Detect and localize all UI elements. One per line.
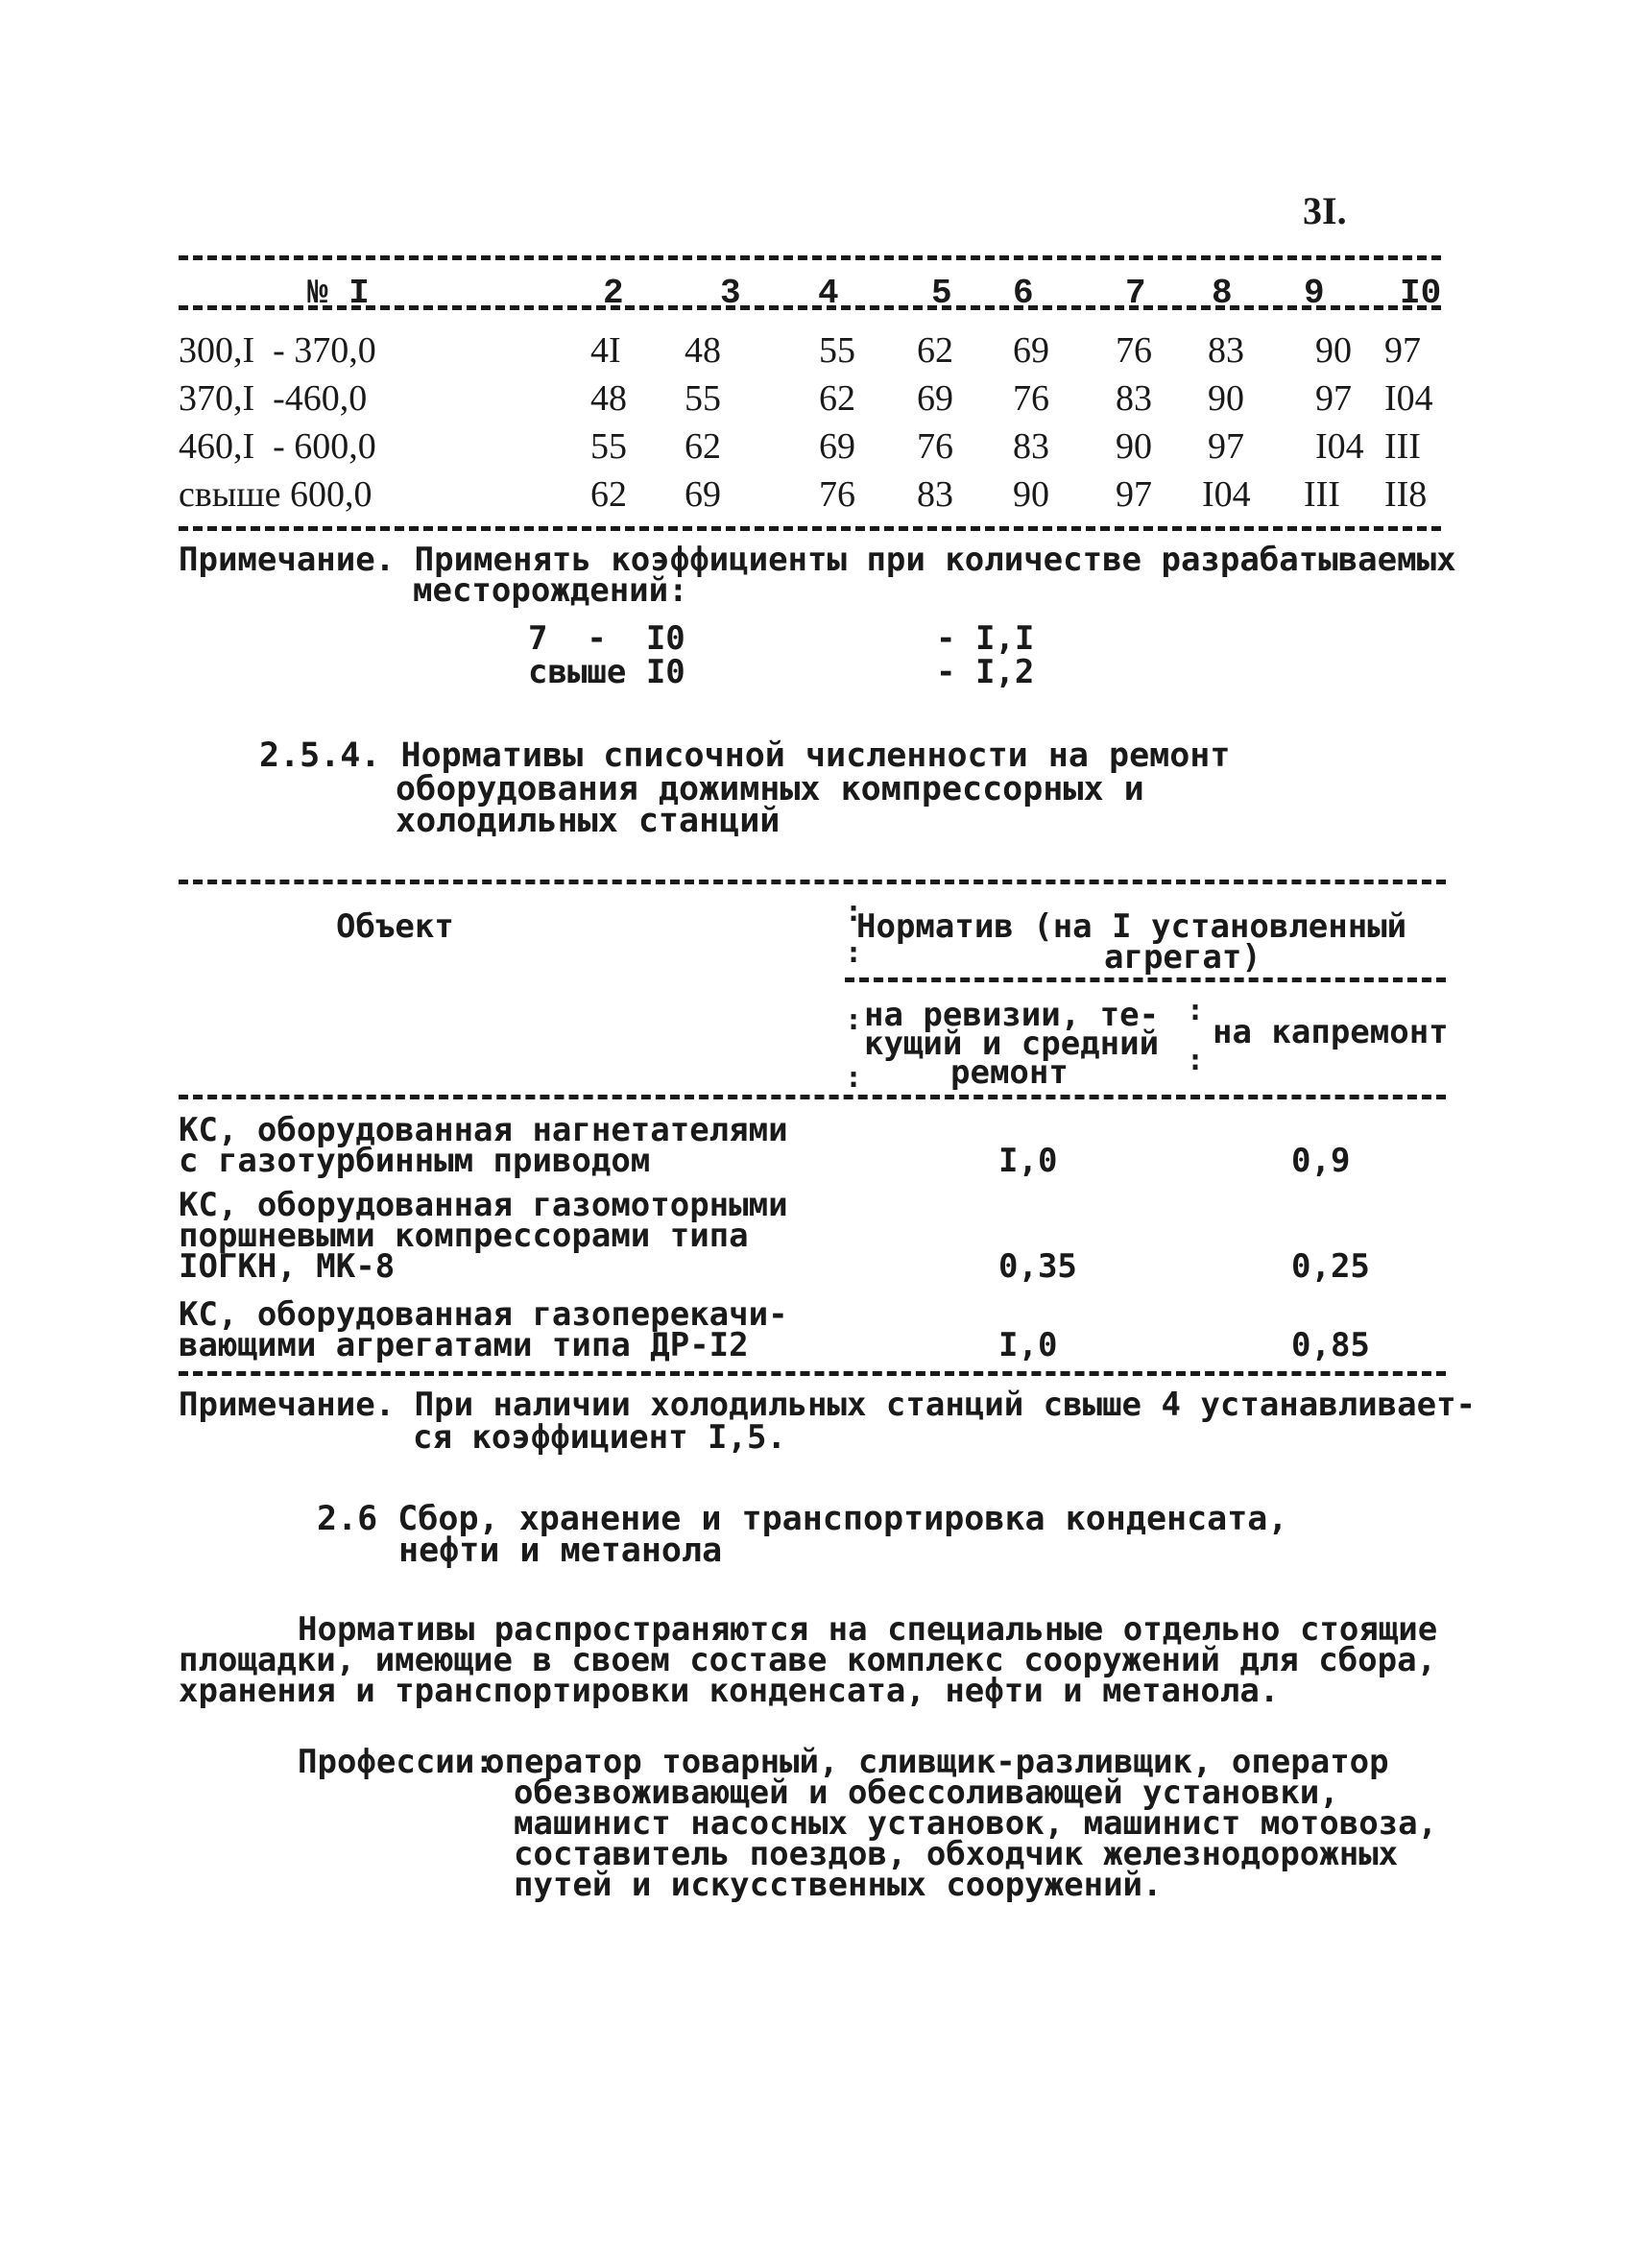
note1-line: Примечание. Применять коэффициенты при количестве разрабатываемых [179,541,1456,579]
table2-value: I,0 [998,1142,1058,1180]
table1-cell: 69 [685,474,721,515]
table1-top-rule [179,255,1441,260]
table1-cell: 55 [819,330,855,371]
table2-col-separator: : [1187,994,1205,1027]
coef-value: - I,2 [936,653,1035,691]
professions-label: Профессии: [298,1743,494,1781]
table2-sub1: ремонт [950,1053,1069,1092]
table1-cell: 48 [685,330,721,371]
page-number: 3I. [1303,189,1347,232]
professions-line: машинист насосных установок, машинист мотовоза, [514,1804,1438,1843]
table1-cell: 62 [590,474,627,515]
table2-value: 0,35 [998,1247,1077,1286]
table1-header-cell: 6 [1013,274,1034,313]
table1-cell: 62 [685,426,721,467]
table1-header-cell: № I [307,274,370,313]
note2-line: ся коэффициент I,5. [413,1418,786,1457]
table2-sub1: на ревизии, те- [864,996,1160,1034]
table2-col-separator: : [845,1061,863,1095]
table2-col-norm: агрегат) [1104,938,1262,977]
heading-line: 2.5.4. Нормативы списочной численности на ремонт [259,736,1231,775]
table1-cell: 97 [1315,378,1352,419]
paragraph-line: Нормативы распространяются на специальные отдельно стоящие [298,1610,1438,1649]
table2-col-norm: Норматив (на I установленный [856,907,1407,946]
table1-cell: III [1384,426,1421,467]
table2-col-separator: : [845,936,863,970]
table2-sub1: кущий и средний [864,1025,1160,1063]
professions-line: путей и искусственных сооружений. [514,1866,1163,1904]
table2-header-rule [179,1095,1446,1099]
table1-cell: 69 [917,378,953,419]
table2-value: 0,25 [1291,1247,1370,1286]
heading-line: нефти и метанола [398,1532,723,1570]
table1-header-cell: 3 [720,274,741,313]
table1-cell: 97 [1116,474,1152,515]
table1-cell: 62 [819,378,855,419]
table1-cell: 90 [1116,426,1152,467]
table1-header-rule [179,305,1441,310]
table1-header-cell: I0 [1400,274,1442,313]
table2-col-object: Объект [336,907,454,946]
table1-cell: I04 [1384,378,1433,419]
paragraph-line: площадки, имеющие в своем составе комплекс сооружений для сбора, [179,1641,1437,1679]
coef-range: свыше I0 [528,653,685,691]
table2-bottom-rule [179,1371,1446,1376]
table2-col-separator: : [845,1003,863,1037]
table2-row-label: поршневыми компрессорами типа [179,1217,749,1255]
table1-cell: 90 [1315,330,1352,371]
table2-col-separator: : [845,895,863,929]
table2-value: 0,85 [1291,1326,1370,1364]
table1-cell: 83 [1116,378,1152,419]
table2-row-label: вающими агрегатами типа ДР-I2 [179,1326,749,1364]
professions-line: оператор товарный, сливщик-разливщик, оператор [485,1743,1389,1781]
table1-cell: I04 [1202,474,1251,515]
table2-row-label: с газотурбинным приводом [179,1142,651,1180]
table1-cell: I04 [1315,426,1364,467]
table1-header-cell: 4 [818,274,839,313]
table1-bottom-rule [179,526,1441,531]
note2-line: Примечание. При наличии холодильных станций свыше 4 устанавливает- [179,1386,1477,1424]
note1-line: месторождений: [413,571,688,610]
table1-range-cell: свыше 600,0 [179,474,372,515]
table1-range-cell: 460,I - 600,0 [179,426,376,467]
table2-col-separator: : [1187,1044,1205,1077]
table1-cell: 90 [1208,378,1244,419]
table1-cell: 90 [1013,474,1049,515]
table1-cell: 62 [917,330,953,371]
table2-value: I,0 [998,1326,1058,1364]
professions-line: обезвоживающей и обессоливающей установки, [514,1773,1339,1812]
table1-cell: 76 [1013,378,1049,419]
table2-value: 0,9 [1291,1142,1351,1180]
coef-value: - I,I [936,619,1035,658]
table1-header-cell: 8 [1212,274,1233,313]
heading-line: холодильных станций [396,802,781,840]
paragraph-line: хранения и транспортировки конденсата, нефти и метанола. [179,1672,1280,1710]
table1-header-cell: 7 [1125,274,1146,313]
table1-cell: 83 [1208,330,1244,371]
table1-cell: 4I [590,330,621,371]
table2-row-label: КС, оборудованная газоперекачи- [179,1295,788,1334]
table1-cell: 76 [917,426,953,467]
table1-range-cell: 300,I - 370,0 [179,330,376,371]
table2-sub2: на капремонт [1213,1013,1449,1051]
table1-cell: 97 [1208,426,1244,467]
professions-line: составитель поездов, обходчик железнодорожных [514,1835,1399,1873]
table1-cell: 55 [685,378,721,419]
table1-cell: II8 [1384,474,1428,515]
table1-cell: 76 [819,474,855,515]
table2-row-label: КС, оборудованная нагнетателями [179,1111,788,1149]
table1-cell: III [1304,474,1340,515]
table1-header-cell: 2 [603,274,624,313]
table1-cell: 48 [590,378,627,419]
coef-range: 7 - I0 [528,619,685,658]
heading-line: оборудования дожимных компрессорных и [396,770,1144,808]
table1-cell: 69 [819,426,855,467]
table1-cell: 76 [1116,330,1152,371]
heading-line: 2.6 Сбор, хранение и транспортировка конденсата, [317,1500,1288,1538]
table1-range-cell: 370,I -460,0 [179,378,368,419]
table2-top-rule [179,880,1446,884]
table2-row-label: IОГКН, МК-8 [179,1247,396,1286]
table1-header-cell: 9 [1304,274,1325,313]
table1-cell: 55 [590,426,627,467]
table2-row-label: КС, оборудованная газомоторными [179,1186,788,1224]
table1-cell: 83 [917,474,953,515]
table1-cell: 69 [1013,330,1049,371]
table1-cell: 83 [1013,426,1049,467]
table1-header-cell: 5 [931,274,952,313]
table2-subheader-rule [845,977,1446,982]
table1-cell: 97 [1384,330,1421,371]
